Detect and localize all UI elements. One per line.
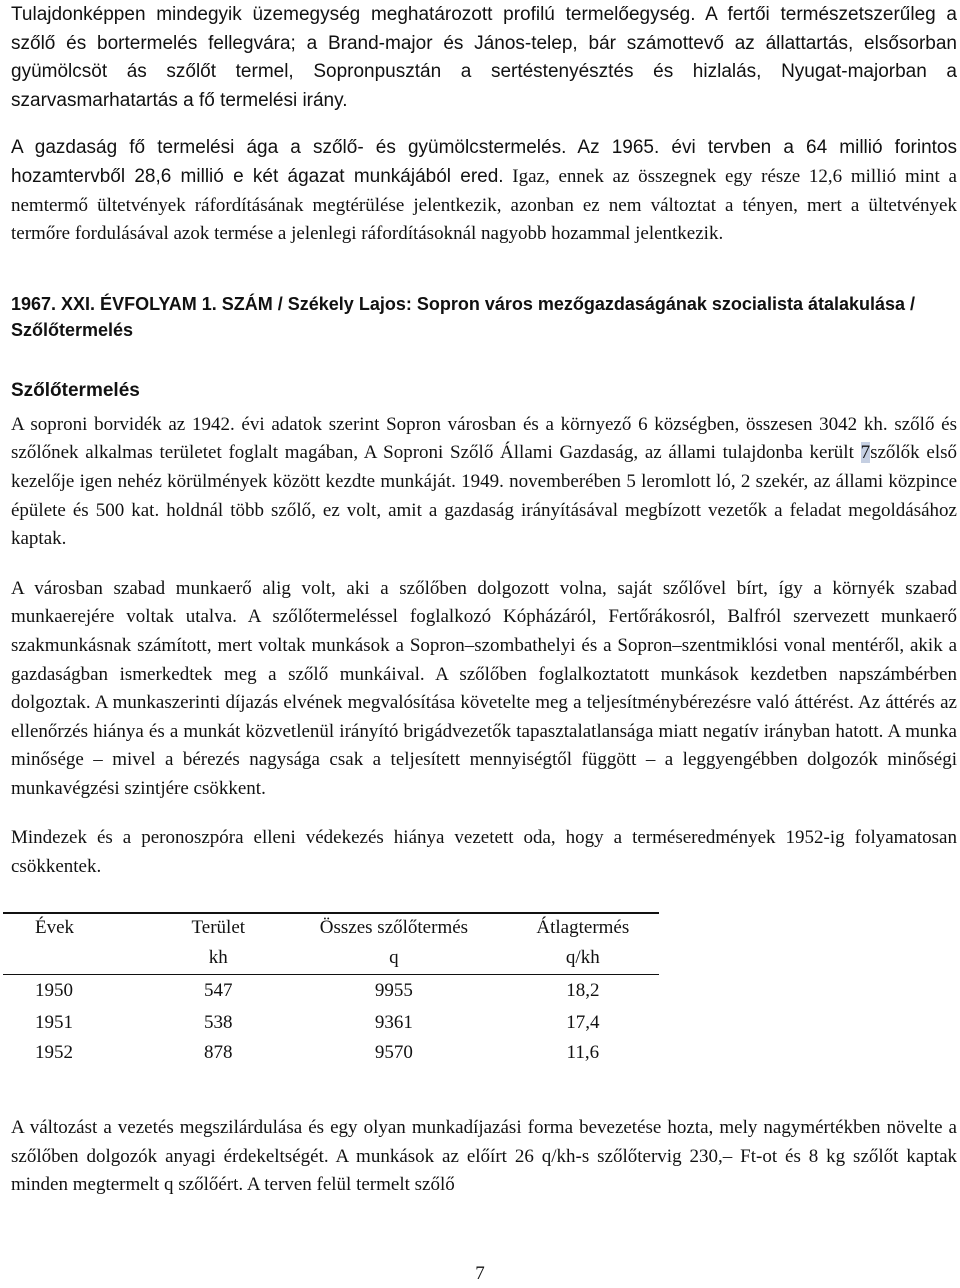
cell-avg: 18,2 — [566, 980, 600, 1002]
header-total-yield: Összes szőlőtermés — [319, 917, 469, 939]
cell-area: 538 — [204, 1012, 233, 1034]
cell-avg: 17,4 — [566, 1012, 600, 1034]
cell-year: 1950 — [35, 980, 73, 1002]
table-header-row — [3, 913, 659, 943]
paragraph-wine-region-b: szőlők első kezelője igen nehéz körülmények között kezdte munkáját. 1949. novemberében 5 leromlott ló, 2 szekér, az állami közpince épülete és 500 kat. holdnál több szőlő, ez volt, amit a gazdaság irányításával megbízott vezetők a feladat megoldásához kaptak. — [11, 442, 958, 550]
header-years: Évek — [35, 917, 75, 939]
cell-area: 878 — [204, 1042, 233, 1064]
unit-years — [3, 943, 155, 975]
paragraph-workforce: A városban szabad munkaerő alig volt, aki a szőlőben dolgozott volna, saját szőlővel bírt, így a környék szabad munkaerejére voltak utalva. A szőlőtermeléssel foglalkozó Kópházáról, Fertőrákosról, Balfról szervezett munkaerő szakmunkásnak számított, mert voltak munkások a Sopron–szombathelyi és a Sopron–szentmiklósi vonal mentéről, akik a gazdaságban ismerkedtek meg a szőlő munkáival. A szőlőben foglalkoztatott munkások kezdetben napszámbérben dolgoztak. A munkaszerinti díjazás elvének megvalósítása követelte meg a teljesítménybérezésre való áttérést. Az áttérés az ellenőrzés hiánya és a munkát közvetlenül irányító brigádvezetők tapasztalatlansága miatt negatív irányban hatott. A munka minősége – mivel a bérezés nagysága csak a teljesített mennyiségtől függött – a leggyengébben dolgozók minőségi munkavégzési szintjére csökkent. — [11, 577, 957, 799]
table-unit-row — [3, 943, 659, 975]
section-title: Szőlőtermelés — [11, 379, 140, 401]
table-row — [3, 974, 659, 1008]
paragraph-wine-region-a: A soproni borvidék az 1942. évi adatok szerint Sopron városban és a környező 6 községben, összesen 3042 kh. szőlő és szőlőnek alkalmas területet foglalt magában, A Soproni Szőlő Állami Gazdaság, az állami tulajdonba került — [11, 413, 957, 464]
paragraph-wine-region — [11, 411, 957, 554]
document-page — [11, 0, 957, 1200]
cell-area: 547 — [204, 980, 233, 1002]
unit-total-yield: q — [281, 943, 506, 975]
paragraph-main-branch — [11, 134, 957, 248]
cell-total: 9570 — [374, 1042, 413, 1064]
cell-year: 1951 — [35, 1012, 73, 1034]
paragraph-main-branch-sans: A gazdaság fő termelési ága a szőlő- és gyümölcstermelés. Az 1965. évi tervben a 64 millió forintos hozamtervből 28,6 millió e két ágazat munkájából ered. — [11, 137, 957, 187]
page-number: 7 — [475, 1263, 485, 1284]
header-avg-yield: Átlagtermés — [536, 917, 630, 939]
table-row — [3, 1008, 659, 1038]
unit-avg-yield: q/kh — [507, 943, 659, 975]
header-area: Terület — [191, 917, 246, 939]
cell-avg: 11,6 — [566, 1042, 600, 1064]
cell-total: 9955 — [374, 980, 413, 1002]
cell-year: 1952 — [35, 1042, 73, 1064]
highlighted-text: 7 — [860, 442, 871, 464]
cell-total: 9361 — [374, 1012, 413, 1034]
paragraph-change: A változást a vezetés megszilárdulása és egy olyan munkadíjazási forma bevezetése hozta, mely nagymértékben növelte a szőlőben dolgozók anyagi érdekeltségét. A munkások az előírt 26 q/kh-s szőlőtervig 230,– Ft-ot és 8 kg szőlőt kaptak minden megtermelt q szőlőért. A terven felül termelt szőlő — [11, 1117, 957, 1196]
paragraph-decline: Mindezek és a peronoszpóra elleni védekezés hiánya vezetett oda, hogy a terméseredmények 1952-ig folyamatosan csökkentek. — [11, 827, 957, 878]
paragraph-profiles: Tulajdonképpen mindegyik üzemegység meghatározott profilú termelőegység. A fertői természetszerűleg a szőlő és bortermelés fellegvára; a Brand-major és János-telep, bár számottevő az állattartás, elsősorban gyümölcsöt ás szőlőt termel, Sopronpusztán a sertéstenyésztés és hizlalás, Nyugat-majorban a szarvasmarhatartás a fő termelési irány. — [11, 4, 957, 111]
paragraph-main-branch-serif: Igaz, ennek az összegnek egy része 12,6 millió mint a nemtermő ültetvények ráfordításának megtérülése jelentkezik, azonban ez nem változtat a tényen, mert a ültetvények termőre fordulásával azok termése a jelenlegi ráfordításoknál nagyobb hozammal jelentkezik. — [11, 165, 957, 245]
unit-area: kh — [155, 943, 281, 975]
article-heading: 1967. XXI. ÉVFOLYAM 1. SZÁM / Székely Lajos: Sopron város mezőgazdaságának szocialista átalakulása / Szőlőtermelés — [11, 293, 916, 340]
table-row — [3, 1038, 659, 1068]
yield-table — [3, 912, 659, 1069]
